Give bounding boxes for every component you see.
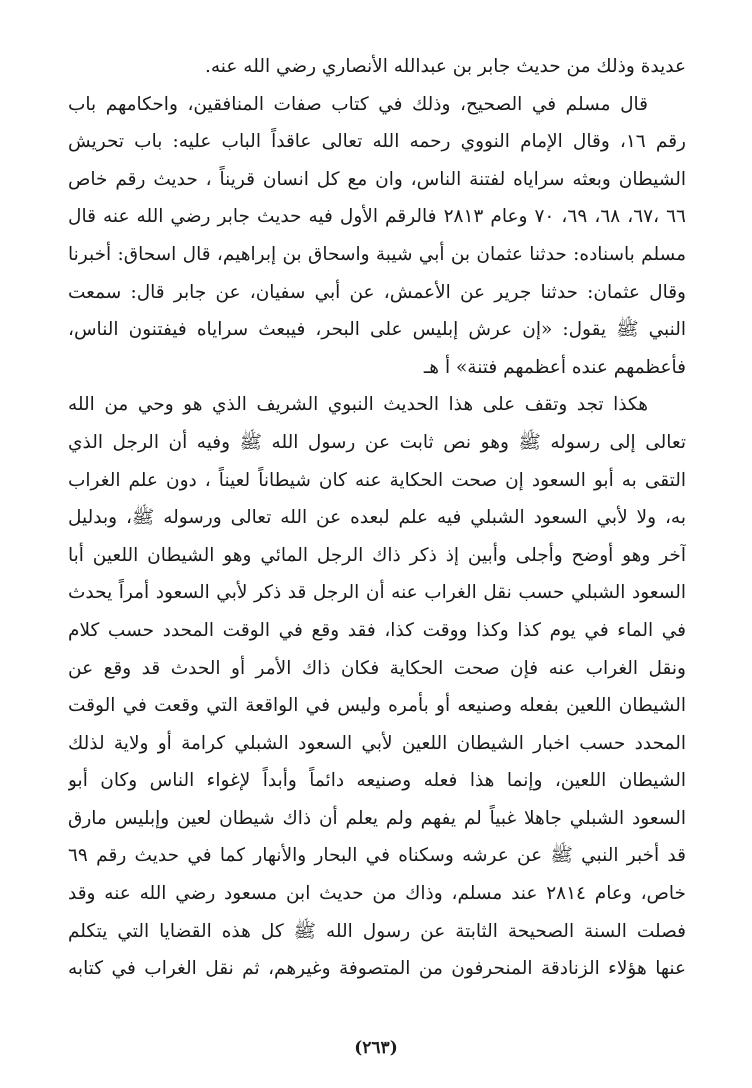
paragraph-1 <box>68 48 686 86</box>
text-line: فأعظمهم عنده أعظمهم فتنة» أ هـ <box>423 356 686 378</box>
text-line: تعالى إلى رسوله ﷺ وهو نص ثابت عن رسول الله ﷺ وفيه أن الرجل الذي <box>68 431 686 453</box>
text-line: المحدد حسب اخبار الشيطان اللعين لأبي السعود الشبلي كرامة أو ولاية لذلك <box>68 732 686 754</box>
text-line: ٦٦ ،٦٧، ٦٨، ٦٩، ٧٠ وعام ٢٨١٣ فالرقم الأول فيه حديث جابر رضي الله عنه قال <box>68 206 686 228</box>
paragraph-3 <box>68 386 686 988</box>
text-line: قد أخبر النبي ﷺ عن عرشه وسكناه في البحار والأنهار كما في حديث رقم ٦٩ <box>68 845 686 867</box>
text-line: السعود الشبلي حسب نقل الغراب عنه أن الرجل قد ذكر لأبي السعود أمراً يحدث <box>68 582 686 604</box>
page-number: (٢٦٣) <box>354 1038 398 1058</box>
text-line: عنها هؤلاء الزنادقة المنحرفون من المتصوفة وغيرهم، ثم نقل الغراب في كتابه <box>68 958 686 980</box>
text-line: عديدة وذلك من حديث جابر بن عبدالله الأنصاري رضي الله عنه. <box>204 56 686 77</box>
text-line: مسلم باسناده: حدثنا عثمان بن أبي شيبة واسحاق بن إبراهيم، قال اسحاق: أخبرنا <box>68 243 686 265</box>
text-line: قال مسلم في الصحيح، وذلك في كتاب صفات المنافقين، واحكامهم باب <box>68 93 648 115</box>
text-line: فصلت السنة الصحيحة الثابتة عن رسول الله ﷺ كل هذه القضايا التي يتكلم <box>68 920 686 942</box>
text-line: خاص، وعام ٢٨١٤ عند مسلم، وذاك من حديث ابن مسعود رضي الله عنه وقد <box>68 883 686 905</box>
text-line: السعود الشبلي جاهلا غبياً لم يفهم ولم يعلم أن ذاك شيطان لعين وإبليس مارق <box>68 807 686 829</box>
text-line: وقال عثمان: حدثنا جرير عن الأعمش، عن أبي سفيان، عن جابر قال: سمعت <box>68 281 686 303</box>
text-line: التقى به أبو السعود إن صحت الحكاية عنه كان شيطاناً لعيناً ، دون علم الغراب <box>68 469 686 491</box>
text-line: آخر وهو أوضح وأجلى وأبين إذ ذكر ذاك الرجل المائي وهو الشيطان اللعين أبا <box>68 544 686 566</box>
page-body <box>68 48 686 988</box>
text-line: الشيطان اللعين بفعله وصنيعه أو بأمره وليس في الواقعة التي وقعت في الوقت <box>68 695 686 717</box>
paragraph-2 <box>68 86 686 387</box>
text-line: النبي ﷺ يقول: «إن عرش إبليس على البحر، فيبعث سراياه فيفتنون الناس، <box>68 319 686 341</box>
text-line: الشيطان وبعثه سراياه لفتنة الناس، وان مع كل انسان قريناً ، حديث رقم خاص <box>68 168 686 190</box>
text-line: هكذا تجد وتقف على هذا الحديث النبوي الشريف الذي هو وحي من الله <box>68 394 648 416</box>
text-line: به، ولا لأبي السعود الشبلي فيه علم لبعده عن الله تعالى ورسوله ﷺ، وبدليل <box>68 507 686 529</box>
text-line: في الماء في يوم كذا وكذا ووقت كذا، فقد وقع في الوقت المحدد حسب كلام <box>68 619 686 641</box>
text-line: ونقل الغراب عنه فإن صحت الحكاية فكان ذاك الأمر أو الحدث قد وقع عن <box>68 657 686 679</box>
text-line: الشيطان اللعين، وإنما هذا فعله وصنيعه دائماً وأبداً لإغواء الناس وكان أبو <box>68 770 686 792</box>
text-line: رقم ١٦، وقال الإمام النووي رحمه الله تعالى عاقداً الباب عليه: باب تحريش <box>68 131 686 153</box>
